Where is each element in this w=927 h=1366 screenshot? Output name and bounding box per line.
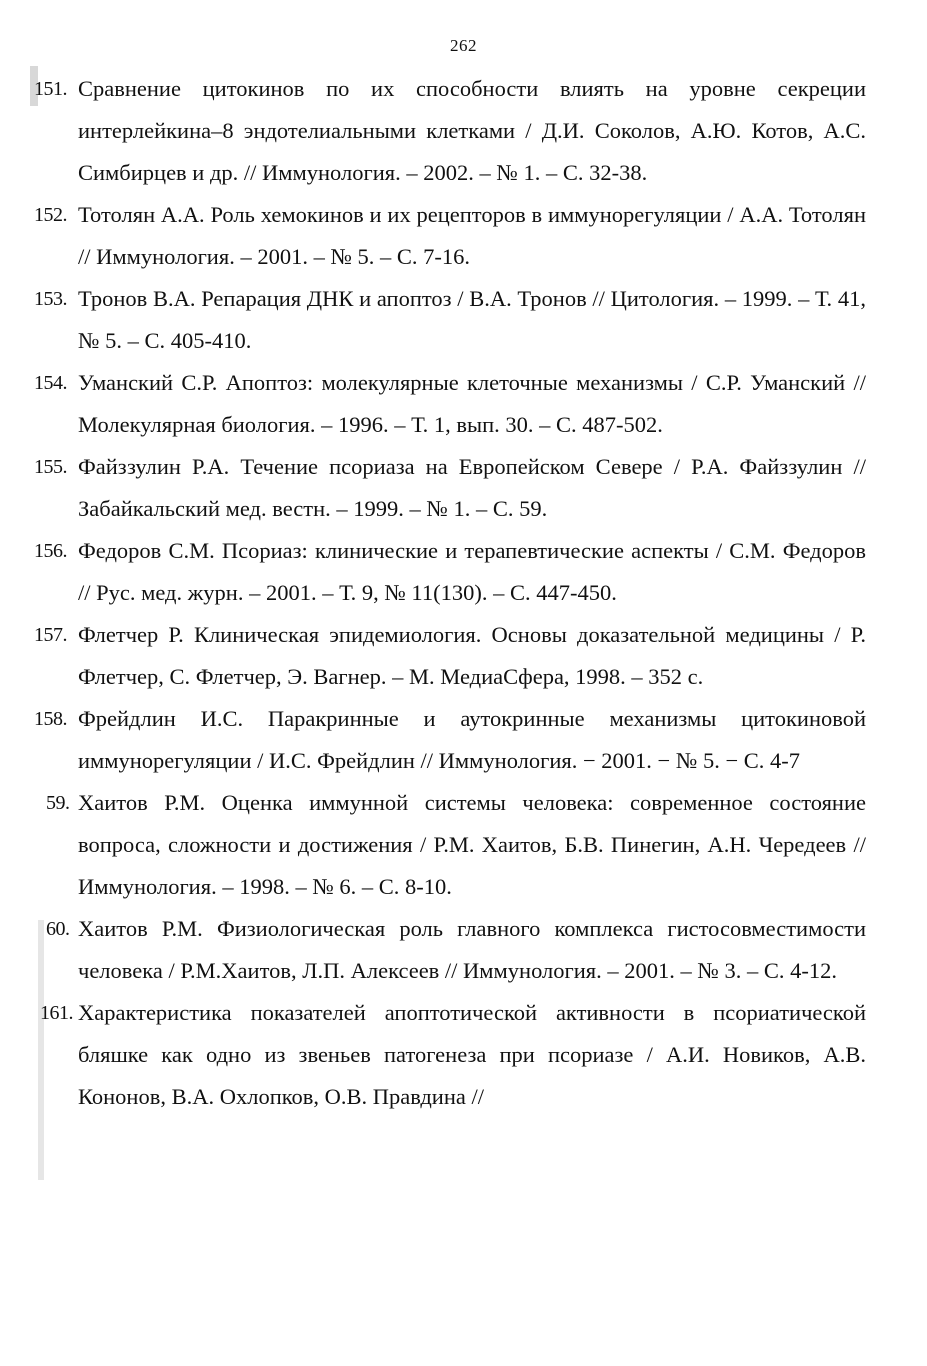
reference-item <box>30 782 866 908</box>
page-number: 262 <box>450 36 477 55</box>
reference-item <box>30 194 866 278</box>
reference-item <box>30 278 866 362</box>
reference-item <box>30 698 866 782</box>
reference-number: 154. <box>34 372 67 394</box>
reference-item <box>30 362 866 446</box>
reference-text: Флетчер Р. Клиническая эпидемиология. Основы доказательной медицины / Р. Флетчер, С. Флетчер, Э. Вагнер. – М. МедиаСфера, 1998. – 352 с. <box>78 622 866 689</box>
reference-text: Тронов В.А. Репарация ДНК и апоптоз / В.А. Тронов // Цитология. – 1999. – Т. 41, № 5. – С. 405-410. <box>78 286 866 353</box>
reference-number: 158. <box>34 708 67 730</box>
reference-item <box>30 908 866 992</box>
reference-text: Сравнение цитокинов по их способности влиять на уровне секреции интерлейкина–8 эндотелиальными клетками / Д.И. Соколов, А.Ю. Котов, А.С. Симбирцев и др. // Иммунология. – 2002. – № 1. – С. 32-38. <box>78 76 866 185</box>
reference-number: 155. <box>34 456 67 478</box>
reference-number: 156. <box>34 540 67 562</box>
reference-list <box>30 68 866 1118</box>
reference-number: 161. <box>40 1002 73 1024</box>
reference-item <box>30 68 866 194</box>
reference-number: 60. <box>46 918 70 940</box>
reference-item <box>30 614 866 698</box>
reference-item <box>30 446 866 530</box>
reference-number: 152. <box>34 204 67 226</box>
reference-text: Уманский С.Р. Апоптоз: молекулярные клеточные механизмы / С.Р. Уманский // Молекулярная биология. – 1996. – Т. 1, вып. 30. – С. 487-502. <box>78 370 866 437</box>
reference-text: Фрейдлин И.С. Паракринные и аутокринные механизмы цитокиновой иммунорегуляции / И.С. Фрейдлин // Иммунология. − 2001. − № 5. − С. 4-7 <box>78 706 866 773</box>
reference-item <box>30 992 866 1118</box>
reference-text: Хаитов Р.М. Оценка иммунной системы человека: современное состояние вопроса, сложности и достижения / Р.М. Хаитов, Б.В. Пинегин, А.Н. Чередеев // Иммунология. – 1998. – № 6. – С. 8-10. <box>78 790 866 899</box>
reference-number: 151. <box>34 78 67 100</box>
reference-number: 157. <box>34 624 67 646</box>
reference-text: Тотолян А.А. Роль хемокинов и их рецепторов в иммунорегуляции / А.А. Тотолян // Иммунология. – 2001. – № 5. – С. 7-16. <box>78 202 866 269</box>
reference-text: Федоров С.М. Псориаз: клинические и терапевтические аспекты / С.М. Федоров // Рус. мед. журн. – 2001. – Т. 9, № 11(130). – С. 447-450. <box>78 538 866 605</box>
reference-item <box>30 530 866 614</box>
reference-text: Файззулин Р.А. Течение псориаза на Европейском Севере / Р.А. Файззулин // Забайкальский мед. вестн. – 1999. – № 1. – С. 59. <box>78 454 866 521</box>
reference-text: Характеристика показателей апоптотической активности в псориатической бляшке как одно из звеньев патогенеза при псориазе / А.И. Новиков, А.В. Кононов, В.А. Охлопков, О.В. Правдина // <box>78 1000 866 1109</box>
reference-number: 153. <box>34 288 67 310</box>
reference-text: Хаитов Р.М. Физиологическая роль главного комплекса гистосовместимости человека / Р.М.Хаитов, Л.П. Алексеев // Иммунология. – 2001. – № 3. – С. 4-12. <box>78 916 866 983</box>
reference-number: 59. <box>46 792 70 814</box>
